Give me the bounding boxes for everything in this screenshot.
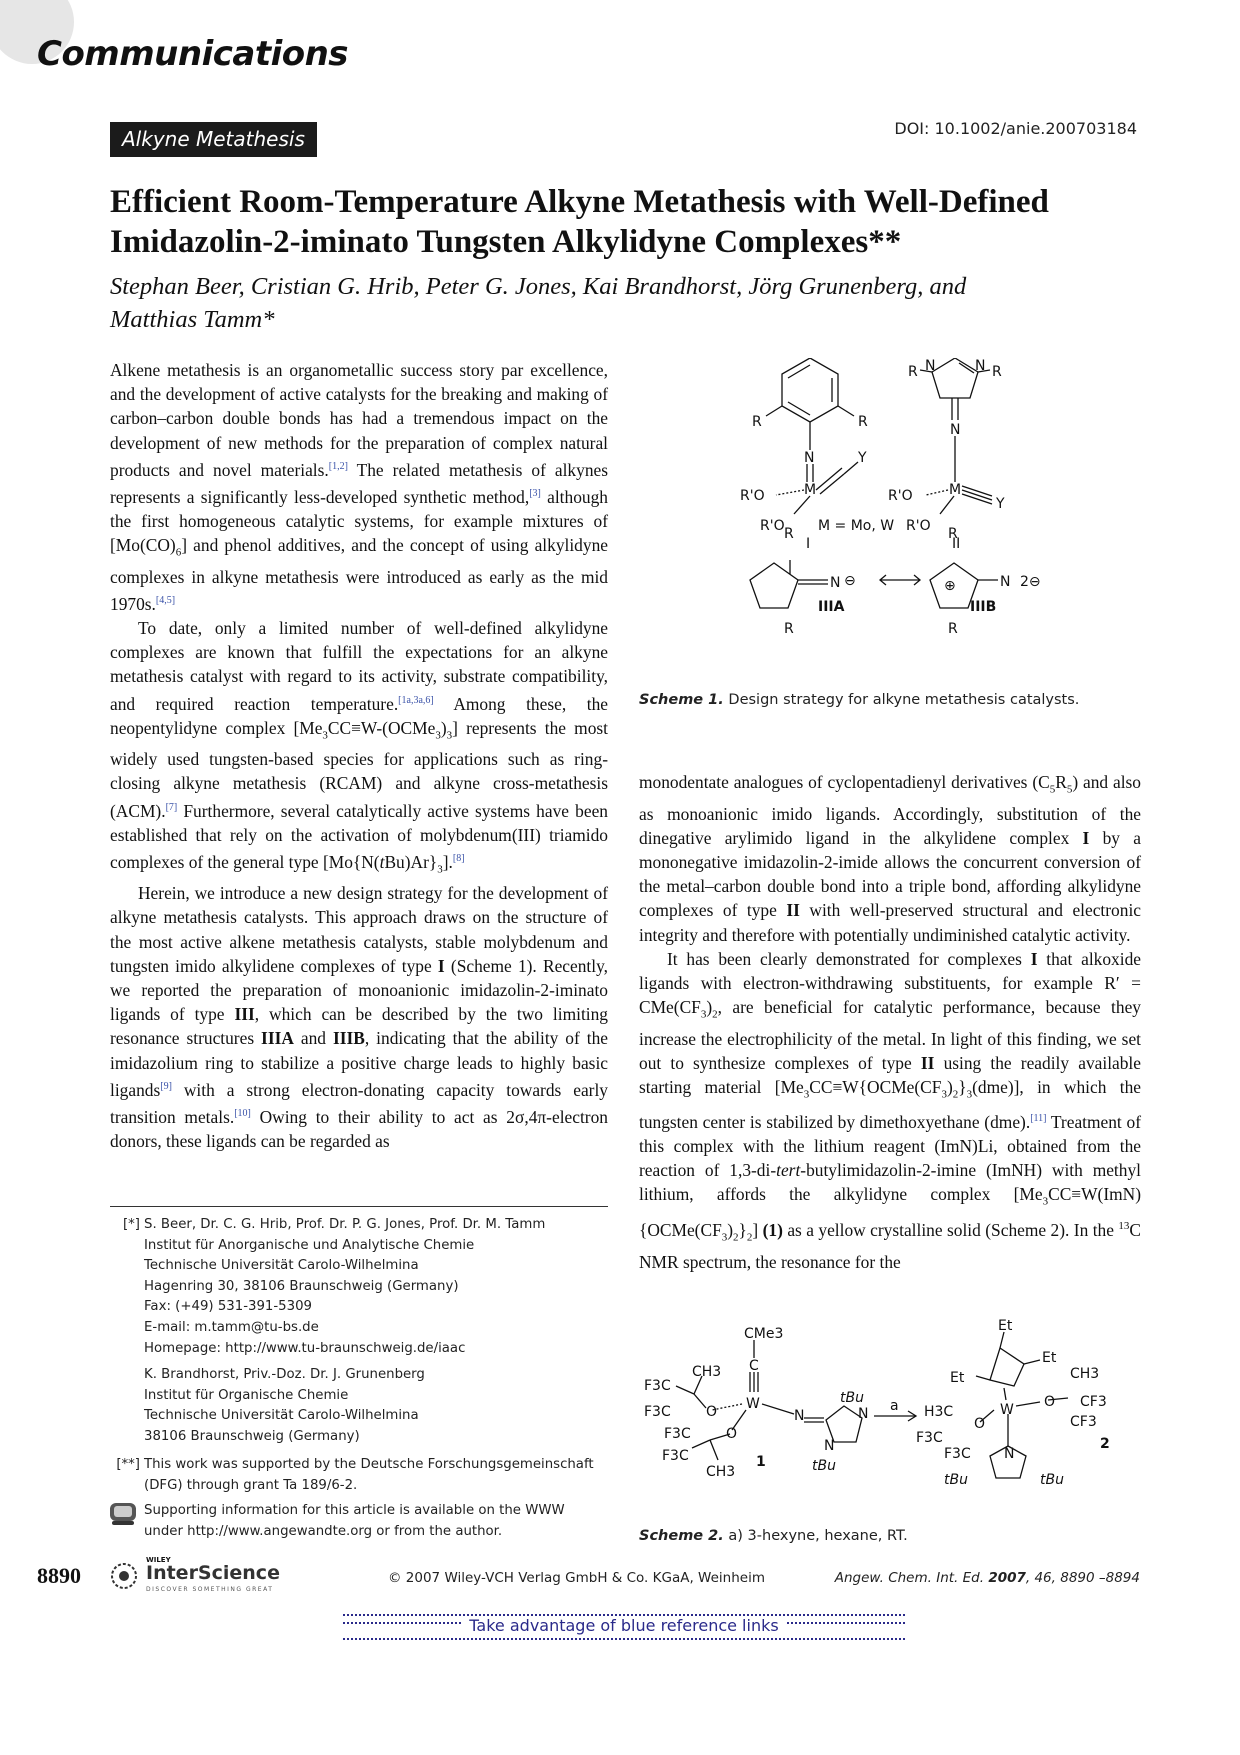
reaction-arrow-label: a xyxy=(890,1398,899,1414)
scheme-2 xyxy=(644,1318,1144,1488)
footnote-line: Institut für Organische Chemie xyxy=(144,1387,349,1403)
label-tBu: tBu xyxy=(944,1472,968,1488)
logo-wordmark: InterScience xyxy=(146,1562,280,1584)
label-O: O xyxy=(974,1416,986,1432)
label-tBu: tBu xyxy=(840,1390,864,1406)
label-O: O xyxy=(726,1426,738,1442)
reference-link[interactable]: [10] xyxy=(234,1107,251,1119)
label-charge: 2⊖ xyxy=(1020,574,1041,590)
label-O: O xyxy=(706,1404,718,1420)
label-CF3: CF3 xyxy=(1080,1394,1107,1410)
label-N: N xyxy=(925,358,936,374)
label-tBu: tBu xyxy=(1040,1472,1064,1488)
aryl-ring xyxy=(782,358,838,422)
label-O: O xyxy=(1044,1394,1056,1410)
footnote-line: K. Brandhorst, Priv.-Doz. Dr. J. Grunenberg xyxy=(144,1367,425,1382)
article-title xyxy=(110,182,1140,262)
paragraph: Herein, we introduce a new design strategy for the development of alkyne metathesis catalysts. This approach draws on the structure of the most active alkene metathesis catalysts, stable molybdenum and tungsten imido alkylidene complexes of type I (Scheme 1). Recently, we reported the preparation of monoanionic imidazolin-2-iminato ligands of type III, which can be described by the two limiting resonance structures IIIA and IIIB, indicating that the ability of the imidazolium ring to stabilize a positive charge leads to highly basic ligands[9] with a strong electron-donating capacity towards early transition metals.[10] Owing to their ability to act as 2σ,4π-electron donors, these ligands can be regarded as xyxy=(110,883,608,1151)
label-CMe3: CMe3 xyxy=(744,1326,784,1342)
label-N: N xyxy=(1000,574,1011,590)
authors xyxy=(110,270,1140,336)
label-W: W xyxy=(746,1396,760,1412)
label-W: W xyxy=(1000,1402,1014,1418)
compound-label-1: 1 xyxy=(756,1454,766,1470)
footnote-homepage[interactable]: Homepage: http://www.tu-braunschweig.de/iaac xyxy=(144,1340,466,1356)
label-F3C: F3C xyxy=(916,1430,943,1446)
reference-link[interactable]: [1,2] xyxy=(328,460,348,472)
reference-link[interactable]: [11] xyxy=(1030,1113,1047,1125)
paragraph: It has been clearly demonstrated for complexes I that alkoxide ligands with electron-withdrawing substituents, for example $R' = CMe(CF_3)_2$, are beneficial for catalytic performance, because they increase the electrophilicity of the metal. In light of this finding, we set out to synthesize complexes of type II using the readily available starting material $[Me_3CC\equiv W\{OCMe(CF_3)_2\}_3(dme)]$, in which the tungsten center is stabilized by dimethoxyethane (dme).[11] Treatment of this complex with the lithium reagent (ImN)Li, obtained from the reaction of 1,3-di-tert-butylimidazolin-2-imine (ImNH) with methyl lithium, affords the alkylidyne complex $[Me_3CC\equiv W(ImN)\{OCMe(CF_3)_2\}_2]$ (1) as a yellow crystalline solid (Scheme 2). In the $^{13}$C NMR spectrum, the resonance for the xyxy=(639,948,1142,1272)
footnote-line: Supporting information for this article is available on the WWW xyxy=(144,1503,565,1518)
label-Et: Et xyxy=(998,1318,1013,1334)
label-H3C: H3C xyxy=(924,1404,954,1420)
label-F3C: F3C xyxy=(944,1446,971,1462)
link-bar-text[interactable]: Take advantage of blue reference links xyxy=(343,1616,905,1635)
footnote-mark: [**] xyxy=(116,1457,140,1472)
journal-citation: Angew. Chem. Int. Ed. 2007, 46, 8890 –8894 xyxy=(834,1570,1140,1586)
label-R: R xyxy=(992,364,1002,380)
label-charge: ⊖ xyxy=(844,573,856,589)
label-Y: Y xyxy=(858,450,867,466)
label-R: R xyxy=(948,621,958,637)
doi[interactable]: DOI: 10.1002/anie.200703184 xyxy=(894,119,1137,138)
footnote-line: Institut für Anorganische und Analytische Chemie xyxy=(144,1237,475,1253)
label-N: N xyxy=(794,1408,805,1424)
section-title: Communications xyxy=(37,34,349,74)
label-N: N xyxy=(975,358,986,374)
label-R: R xyxy=(784,526,794,542)
imidazoline-ring xyxy=(826,1406,862,1442)
structure-label-I: I xyxy=(806,536,811,552)
scheme-1 xyxy=(730,358,1070,678)
footnote-line: Technische Universität Carolo-Wilhelmina xyxy=(144,1258,419,1274)
paragraph: To date, only a limited number of well-defined alkylidyne complexes are known that fulfill the expectations for an alkyne metathesis catalyst with regard to its activity, substrate compatibility, and required reaction temperature.[1a,3a,6] Among these, the neopentylidyne complex $[Me_3CC\equiv W-(OCMe_3)_3]$ represents the most widely used tungsten-based species for applications such as ring-closing alkyne metathesis (RCAM) and alkyne cross-metathesis (ACM).[7] Furthermore, several catalytically active systems have been established that rely on the activation of molybdenum(III) triamido complexes of the general type $[Mo\{N(tBu)Ar\}_3].[8]$ xyxy=(110,617,608,876)
label-RO: R'O xyxy=(906,518,931,534)
cyclobutadiene-ring xyxy=(990,1348,1024,1386)
label-F3C: F3C xyxy=(662,1448,689,1464)
reference-link[interactable]: [4,5] xyxy=(155,594,176,606)
imidazoline-ring xyxy=(750,563,798,608)
footnote-rule xyxy=(110,1206,608,1207)
label-F3C: F3C xyxy=(644,1404,671,1420)
label-N: N xyxy=(858,1406,869,1422)
paragraph: monodentate analogues of cyclopentadienyl derivatives $(C_5R_5)$ and also as monoanionic imido ligands. Accordingly, substitution of the dinegative arylimido ligand in the alkylidene complex I by a mononegative imidazolin-2-imide allows the concurrent conversion of the metal–carbon double bond into a triple bond, affording alkylidyne complexes of type II with well-preserved structural and electronic integrity and therefore with potentially undiminished catalytic activity. xyxy=(639,772,1141,945)
label-N: N xyxy=(830,575,841,591)
footnote-line: 38106 Braunschweig (Germany) xyxy=(144,1428,360,1444)
logo-wiley: WILEY xyxy=(146,1556,171,1564)
label-R: R xyxy=(948,526,958,542)
left-column xyxy=(110,358,608,1153)
title-line: Imidazolin-2-iminato Tungsten Alkylidyne Complexes** xyxy=(110,224,902,260)
label-N: N xyxy=(804,450,815,466)
title-line: Efficient Room-Temperature Alkyne Metathesis with Well-Defined xyxy=(110,184,1049,220)
label-F3C: F3C xyxy=(644,1378,671,1394)
label-CH3: CH3 xyxy=(706,1464,736,1480)
logo-tagline: DISCOVER SOMETHING GREAT xyxy=(146,1586,274,1593)
label-CH3: CH3 xyxy=(1070,1366,1100,1382)
label-N: N xyxy=(824,1438,835,1454)
footnote-line: Fax: (+49) 531-391-5309 xyxy=(144,1299,313,1315)
paragraph: Alkene metathesis is an organometallic success story par excellence, and the development of active catalysts for the breaking and making of carbon–carbon double bonds has had a tremendous impact on the development of new methods for the preparation of complex natural products and novel materials.[1,2] The related metathesis of alkynes represents a significantly less-developed synthetic method,[3] although the first homogeneous catalytic systems, for example mixtures of $[Mo(CO)_6]$ and phenol additives, and the concept of using alkylidyne complexes in alkyne metathesis were introduced as early as the mid 1970s.[4,5] xyxy=(110,360,608,614)
label-F3C: F3C xyxy=(664,1426,691,1442)
reference-link[interactable]: [9] xyxy=(160,1080,172,1092)
structure-label-IIIA: IIIA xyxy=(818,599,845,615)
label-C: C xyxy=(749,1358,759,1374)
logo-swirl-icon xyxy=(108,1560,140,1592)
link-bar-rule xyxy=(343,1638,905,1643)
authors-line: Matthias Tamm* xyxy=(110,306,275,333)
footnote-line: S. Beer, Dr. C. G. Hrib, Prof. Dr. P. G. Jones, Prof. Dr. M. Tamm xyxy=(144,1217,546,1232)
reference-link[interactable]: [1a,3a,6] xyxy=(398,694,434,706)
label-R: R xyxy=(784,621,794,637)
scheme-1-caption: Scheme 1. Design strategy for alkyne metathesis catalysts. xyxy=(639,692,1080,708)
label-R: R xyxy=(858,414,868,430)
compound-label-2: 2 xyxy=(1100,1436,1110,1452)
scheme-2-caption: Scheme 2. a) 3-hexyne, hexane, RT. xyxy=(639,1528,908,1544)
structure-label-IIIB: IIIB xyxy=(970,599,997,615)
imidazoline-ring xyxy=(932,358,978,398)
label-charge: ⊕ xyxy=(944,578,956,594)
footnote-mark: [*] xyxy=(122,1217,140,1232)
structure-label-II: II xyxy=(952,536,961,552)
footnote-line: (DFG) through grant Ta 189/6-2. xyxy=(144,1477,358,1493)
label-RO: R'O xyxy=(760,518,785,534)
footnote-line[interactable]: under http://www.angewandte.org or from the author. xyxy=(144,1523,503,1539)
label-Y: Y xyxy=(996,496,1005,512)
footnote-email[interactable]: E-mail: m.tamm@tu-bs.de xyxy=(144,1319,319,1335)
authors-line: Stephan Beer, Cristian G. Hrib, Peter G. Jones, Kai Brandhorst, Jörg Grunenberg, and xyxy=(110,273,967,300)
label-RO: R'O xyxy=(740,488,765,504)
metal-note: M = Mo, W xyxy=(818,518,895,534)
label-N: N xyxy=(950,422,961,438)
topic-tag: Alkyne Metathesis xyxy=(110,122,317,157)
reference-link[interactable]: [8] xyxy=(452,852,465,864)
interscience-logo[interactable] xyxy=(108,1556,288,1598)
label-M: M xyxy=(949,482,962,498)
reference-link[interactable]: [3] xyxy=(529,487,541,499)
reference-link[interactable]: [7] xyxy=(165,801,178,813)
copyright: © 2007 Wiley-VCH Verlag GmbH & Co. KGaA, Weinheim xyxy=(388,1570,765,1586)
label-R: R xyxy=(752,414,762,430)
label-CF3: CF3 xyxy=(1070,1414,1097,1430)
label-R: R xyxy=(908,364,918,380)
label-RO: R'O xyxy=(888,488,913,504)
label-tBu: tBu xyxy=(812,1458,836,1474)
label-CH3: CH3 xyxy=(692,1364,722,1380)
blue-reference-link-bar[interactable] xyxy=(343,1614,905,1640)
footnote-line: This work was supported by the Deutsche Forschungsgemeinschaft xyxy=(144,1457,594,1472)
label-Et: Et xyxy=(950,1370,965,1386)
footnotes xyxy=(110,1215,615,1545)
supporting-info-icon xyxy=(108,1501,138,1535)
footnote-line: Hagenring 30, 38106 Braunschweig (Germany) xyxy=(144,1278,459,1294)
page-number: 8890 xyxy=(37,1563,81,1588)
label-M: M xyxy=(804,482,817,498)
right-column xyxy=(639,770,1141,1274)
label-N: N xyxy=(1004,1446,1015,1462)
footnote-line: Technische Universität Carolo-Wilhelmina xyxy=(144,1408,419,1424)
label-Et: Et xyxy=(1042,1350,1057,1366)
